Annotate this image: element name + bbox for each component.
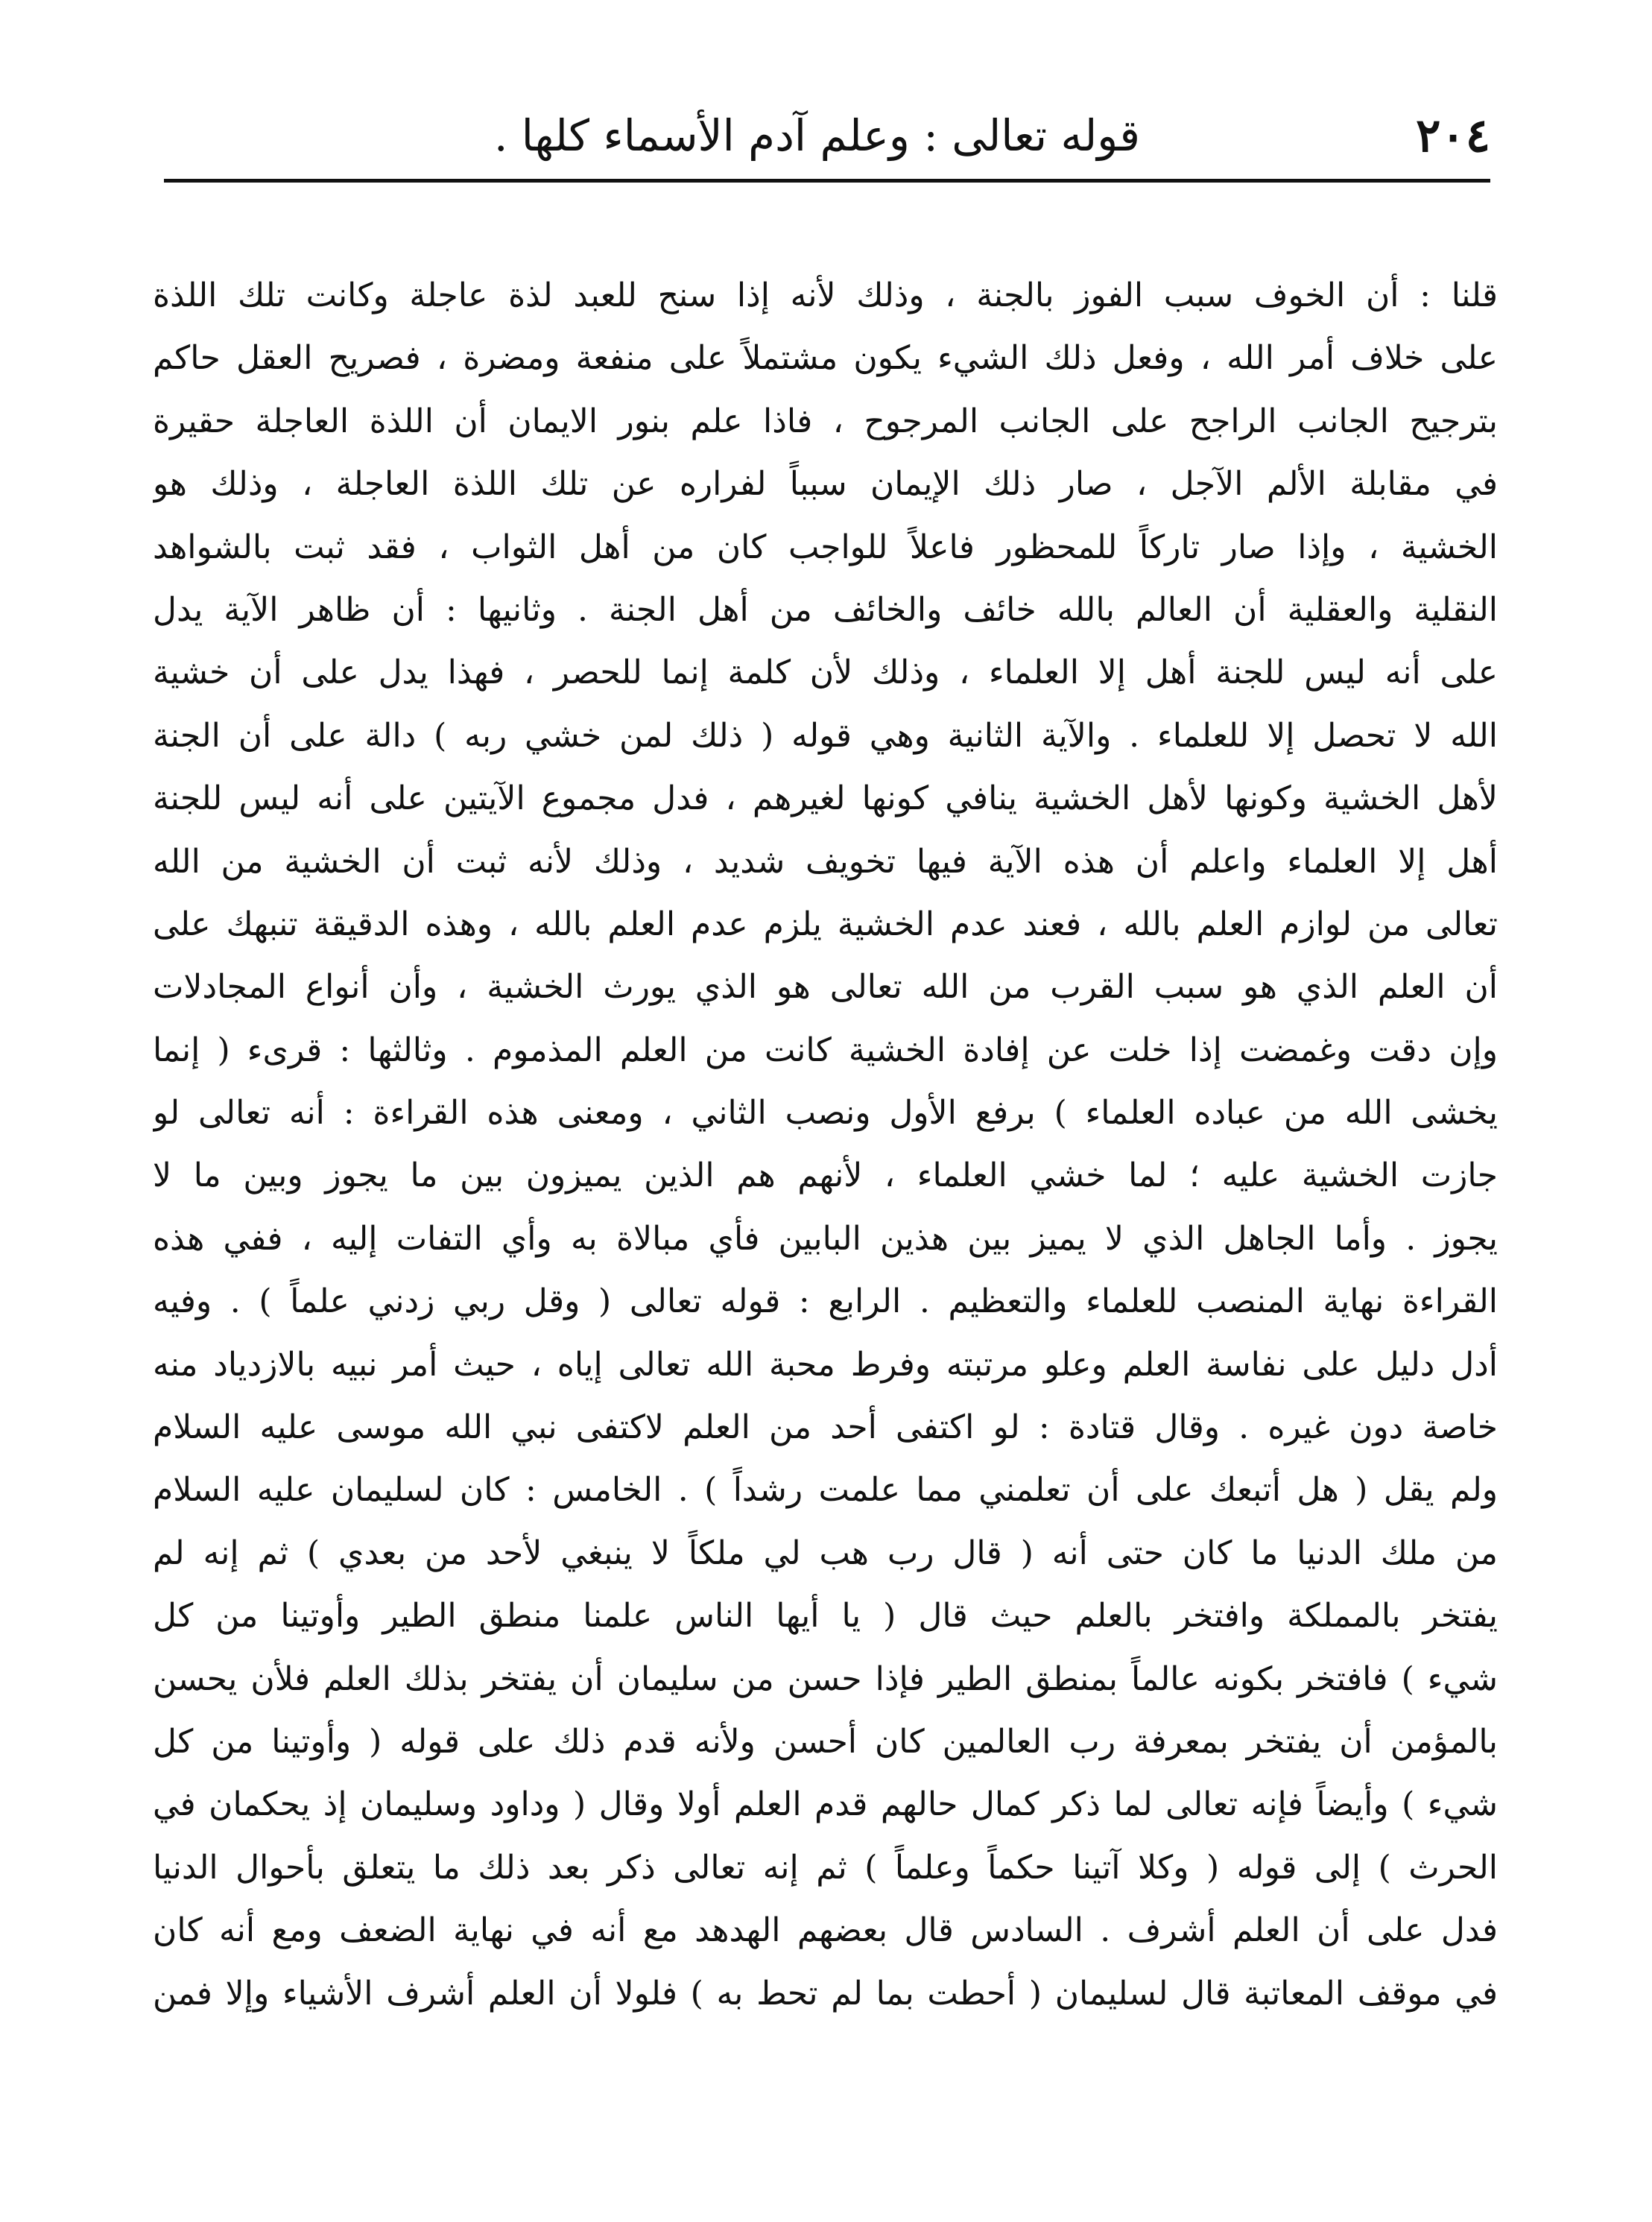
text-line: تعالى من لوازم العلم بالله ، فعند عدم الخشية يلزم عدم العلم بالله ، وهذه الدقيقة تنبهك على [153, 905, 1498, 943]
text-line [153, 2025, 1498, 2088]
text-line: قلنا : أن الخوف سبب الفوز بالجنة ، وذلك لأنه إذا سنح للعبد لذة عاجلة وكانت تلك اللذة [153, 276, 1498, 314]
text-line: شيء ) فافتخر بكونه عالماً بمنطق الطير فإذا حسن من سليمان أن يفتخر بذلك العلم فلأن يحسن [153, 1659, 1498, 1698]
text-line: على خلاف أمر الله ، وفعل ذلك الشيء يكون مشتملاً على منفعة ومضرة ، فصريح العقل حاكم [153, 339, 1498, 378]
page-number: ٢٠٤ [1416, 108, 1490, 162]
text-line: فدل على أن العلم أشرف . السادس قال بعضهم الهدهد مع أنه في نهاية الضعف ومع أنه كان [153, 1911, 1498, 1950]
text-line: الحرث ) إلى قوله ( وكلا آتينا حكماً وعلماً ) ثم إنه تعالى ذكر بعد ذلك ما يتعلق بأحوال الدنيا [153, 1848, 1498, 1887]
text-line: بترجيح الجانب الراجح على الجانب المرجوح ، فاذا علم بنور الايمان أن اللذة العاجلة حقيرة [153, 402, 1498, 440]
text-line: في موقف المعاتبة قال لسليمان ( أحطت بما لم تحط به ) فلولا أن العلم أشرف الأشياء وإلا فمن [153, 1974, 1498, 2013]
text-line: أن العلم الذي هو سبب القرب من الله تعالى هو الذي يورث الخشية ، وأن أنواع المجادلات [153, 968, 1498, 1007]
text-line: النقلية والعقلية أن العالم بالله خائف والخائف من أهل الجنة . وثانيها : أن ظاهر الآية يدل [153, 590, 1498, 629]
text-line [153, 2088, 1498, 2150]
text-line: بالمؤمن أن يفتخر بمعرفة رب العالمين كان أحسن ولأنه قدم ذلك على قوله ( وأوتينا من كل [153, 1722, 1498, 1761]
text-line: على أنه ليس للجنة أهل إلا العلماء ، وذلك لأن كلمة إنما للحصر ، فهذا يدل على أن خشية [153, 653, 1498, 692]
text-line: القراءة نهاية المنصب للعلماء والتعظيم . الرابع : قوله تعالى ( وقل ربي زدني علماً ) . وفيه [153, 1282, 1498, 1321]
body-text [153, 265, 1498, 2157]
text-line: جازت الخشية عليه ؛ لما خشي العلماء ، لأنهم هم الذين يميزون بين ما يجوز وبين ما لا [153, 1156, 1498, 1195]
text-line: يفتخر بالمملكة وافتخر بالعلم حيث قال ( يا أيها الناس علمنا منطق الطير وأوتينا من كل [153, 1597, 1498, 1636]
text-line: أهل إلا العلماء واعلم أن هذه الآية فيها تخويف شديد ، وذلك لأنه ثبت أن الخشية من الله [153, 842, 1498, 881]
text-line: يخشى الله من عباده العلماء ) برفع الأول ونصب الثاني ، ومعنى هذه القراءة : أنه تعالى لو [153, 1094, 1498, 1133]
text-line: في مقابلة الألم الآجل ، صار ذلك الإيمان سبباً لفراره عن تلك اللذة العاجلة ، وذلك هو [153, 465, 1498, 504]
text-line: ولم يقل ( هل أتبعك على أن تعلمني مما علمت رشداً ) . الخامس : كان لسليمان عليه السلام [153, 1471, 1498, 1510]
text-line: الخشية ، وإذا صار تاركاً للمحظور فاعلاً للواجب كان من أهل الثواب ، فقد ثبت بالشواهد [153, 528, 1498, 566]
text-line: أدل دليل على نفاسة العلم وعلو مرتبته وفرط محبة الله تعالى إياه ، حيث أمر نبيه بالازدياد منه [153, 1345, 1498, 1384]
text-line: وإن دقت وغمضت إذا خلت عن إفادة الخشية كانت من العلم المذموم . وثالثها : قرىء ( إنما [153, 1031, 1498, 1069]
text-line: من ملك الدنيا ما كان حتى أنه ( قال رب هب لي ملكاً لا ينبغي لأحد من بعدي ) ثم إنه لم [153, 1533, 1498, 1572]
text-line: الله لا تحصل إلا للعلماء . والآية الثانية وهي قوله ( ذلك لمن خشي ربه ) دالة على أن الجنة [153, 716, 1498, 755]
header-divider [164, 179, 1490, 183]
page-header [164, 97, 1490, 179]
text-line: لأهل الخشية وكونها لأهل الخشية ينافي كونها لغيرهم ، فدل مجموع الآيتين على أنه ليس للجنة [153, 779, 1498, 818]
text-line: شيء ) وأيضاً فإنه تعالى لما ذكر كمال حالهم قدم العلم أولا وقال ( وداود وسليمان إذ يحكمان في [153, 1785, 1498, 1824]
text-line: يجوز . وأما الجاهل الذي لا يميز بين هذين البابين فأي مبالاة به وأي التفات إليه ، ففي هذه [153, 1219, 1498, 1258]
running-title: قوله تعالى : وعلم آدم الأسماء كلها . [493, 110, 1140, 161]
text-line: خاصة دون غيره . وقال قتادة : لو اكتفى أحد من العلم لاكتفى نبي الله موسى عليه السلام [153, 1408, 1498, 1447]
